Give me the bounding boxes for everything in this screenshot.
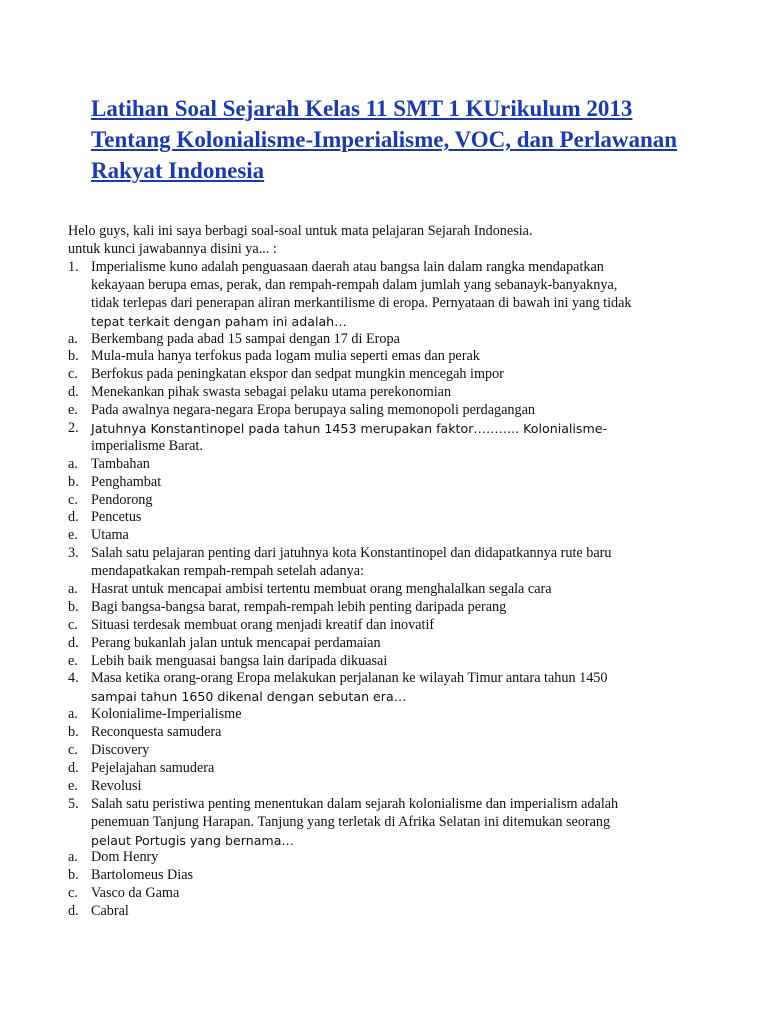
question-number: 4. <box>68 670 79 687</box>
answer-option <box>68 331 708 349</box>
option-label: c. <box>68 616 78 633</box>
answer-option <box>68 778 708 796</box>
question-text: imperialisme Barat. <box>91 437 203 454</box>
question-line <box>68 259 708 277</box>
question-item <box>68 670 708 795</box>
answer-option <box>68 885 708 903</box>
option-label: d. <box>68 509 79 526</box>
option-label: a. <box>68 849 78 866</box>
title-line[interactable]: Tentang Kolonialisme-Imperialisme, VOC, dan Perlawanan <box>91 127 678 152</box>
option-text: Mula-mula hanya terfokus pada logam mulia seperti emas dan perak <box>91 348 480 365</box>
option-text: Pendorong <box>91 491 153 508</box>
answer-option <box>68 635 708 653</box>
question-list <box>68 259 708 921</box>
option-text: Pada awalnya negara-negara Eropa berupaya saling memonopoli perdagangan <box>91 402 535 419</box>
title-line[interactable]: Rakyat Indonesia <box>91 158 265 183</box>
option-text: Discovery <box>91 742 150 759</box>
option-label: a. <box>68 706 78 723</box>
answer-option <box>68 760 708 778</box>
question-number: 5. <box>68 795 79 812</box>
intro-text: Helo guys, kali ini saya berbagi soal-soal untuk mata pelajaran Sejarah Indonesia. <box>68 223 533 239</box>
option-label: b. <box>68 598 79 615</box>
option-text: Penghambat <box>91 473 162 490</box>
question-item <box>68 545 708 670</box>
answer-option <box>68 706 708 724</box>
option-label: d. <box>68 634 79 651</box>
answer-option <box>68 456 708 474</box>
option-label: c. <box>68 491 78 508</box>
option-text: Pencetus <box>91 509 142 526</box>
option-label: b. <box>68 473 79 490</box>
question-text: Jatuhnya Konstantinopel pada tahun 1453 merupakan faktor……….. Kolonialisme- <box>91 421 608 437</box>
question-item <box>68 796 708 921</box>
option-label: d. <box>68 384 79 401</box>
answer-option <box>68 474 708 492</box>
question-text: pelaut Portugis yang bernama… <box>91 832 295 848</box>
option-label: d. <box>68 903 79 920</box>
option-label: a. <box>68 581 78 598</box>
answer-option <box>68 599 708 617</box>
answer-option <box>68 849 708 867</box>
option-label: c. <box>68 742 78 759</box>
answer-option <box>68 617 708 635</box>
option-label: e. <box>68 652 78 669</box>
question-text: Masa ketika orang-orang Eropa melakukan perjalanan ke wilayah Timur antara tahun 1450 <box>91 670 608 687</box>
option-text: Kolonialime-Imperialisme <box>91 706 242 723</box>
question-text: penemuan Tanjung Harapan. Tanjung yang terletak di Afrika Selatan ini ditemukan seorang <box>91 813 611 830</box>
option-text: Menekankan pihak swasta sebagai pelaku utama perekonomian <box>91 384 452 401</box>
option-label: a. <box>68 455 78 472</box>
option-text: Vasco da Gama <box>91 885 180 902</box>
question-line <box>68 814 708 832</box>
answer-key-text: untuk kunci jawabannya disini ya... : <box>68 241 277 257</box>
question-line <box>68 438 708 456</box>
title-line[interactable]: Latihan Soal Sejarah Kelas 11 SMT 1 KUrikulum 2013 <box>91 96 633 121</box>
option-label: b. <box>68 724 79 741</box>
question-line <box>68 545 708 563</box>
option-text: Berkembang pada abad 15 sampai dengan 17 di Eropa <box>91 330 400 347</box>
question-text: Salah satu pelajaran penting dari jatuhnya kota Konstantinopel dan didapatkannya rute baru <box>91 545 612 562</box>
option-text: Lebih baik menguasai bangsa lain daripada dikuasai <box>91 652 388 669</box>
answer-option <box>68 366 708 384</box>
option-label: e. <box>68 777 78 794</box>
option-text: Perang bukanlah jalan untuk mencapai perdamaian <box>91 634 381 651</box>
option-text: Hasrat untuk mencapai ambisi tertentu membuat orang menghalalkan segala cara <box>91 581 552 598</box>
question-item <box>68 259 708 420</box>
question-text: Salah satu peristiwa penting menentukan dalam sejarah kolonialisme dan imperialism adalah <box>91 795 619 812</box>
answer-option <box>68 492 708 510</box>
question-text: tepat terkait dengan paham ini adalah… <box>91 313 347 329</box>
answer-option <box>68 402 708 420</box>
answer-option <box>68 903 708 921</box>
question-text: mendapatkakan rempah-rempah setelah adanya: <box>91 563 364 580</box>
option-label: e. <box>68 402 78 419</box>
answer-option <box>68 653 708 671</box>
answer-option <box>68 867 708 885</box>
option-text: Pejelajahan samudera <box>91 759 215 776</box>
question-text: kekayaan berupa emas, perak, dan rempah-rempah dalam jumlah yang sebanayk-banyaknya, <box>91 276 618 293</box>
question-text: sampai tahun 1650 dikenal dengan sebutan era… <box>91 689 407 705</box>
question-text: Imperialisme kuno adalah penguasaan daerah atau bangsa lain dalam rangka mendapatkan <box>91 259 604 275</box>
option-label: b. <box>68 348 79 365</box>
option-text: Tambahan <box>91 455 150 472</box>
answer-option <box>68 509 708 527</box>
option-text: Reconquesta samudera <box>91 724 222 741</box>
option-text: Revolusi <box>91 777 142 794</box>
question-line <box>68 832 708 850</box>
question-number: 3. <box>68 545 79 562</box>
option-text: Berfokus pada peningkatan ekspor dan sedpat mungkin mencegah impor <box>91 366 504 383</box>
document-title[interactable] <box>91 93 691 186</box>
answer-option <box>68 742 708 760</box>
option-label: c. <box>68 885 78 902</box>
question-line <box>68 563 708 581</box>
option-text: Dom Henry <box>91 849 159 866</box>
question-line <box>68 420 708 438</box>
question-number: 1. <box>68 259 79 275</box>
answer-option <box>68 724 708 742</box>
answer-option <box>68 348 708 366</box>
question-line <box>68 796 708 814</box>
option-text: Bagi bangsa-bangsa barat, rempah-rempah lebih penting daripada perang <box>91 598 507 615</box>
question-line <box>68 313 708 331</box>
option-label: b. <box>68 867 79 884</box>
question-line <box>68 670 708 688</box>
question-line <box>68 277 708 295</box>
question-line <box>68 688 708 706</box>
answer-option <box>68 527 708 545</box>
option-text: Cabral <box>91 903 129 920</box>
option-label: c. <box>68 366 78 383</box>
answer-option <box>68 384 708 402</box>
option-text: Utama <box>91 527 129 544</box>
option-text: Situasi terdesak membuat orang menjadi kreatif dan inovatif <box>91 616 435 633</box>
question-text: tidak terlepas dari penerapan aliran merkantilisme di eropa. Pernyataan di bawah ini yang tidak <box>91 294 632 311</box>
answer-option <box>68 581 708 599</box>
option-label: d. <box>68 759 79 776</box>
question-line <box>68 295 708 313</box>
option-text: Bartolomeus Dias <box>91 867 194 884</box>
question-number: 2. <box>68 420 79 437</box>
option-label: e. <box>68 527 78 544</box>
option-label: a. <box>68 330 78 347</box>
question-item <box>68 420 708 545</box>
intro-paragraph <box>68 222 533 258</box>
